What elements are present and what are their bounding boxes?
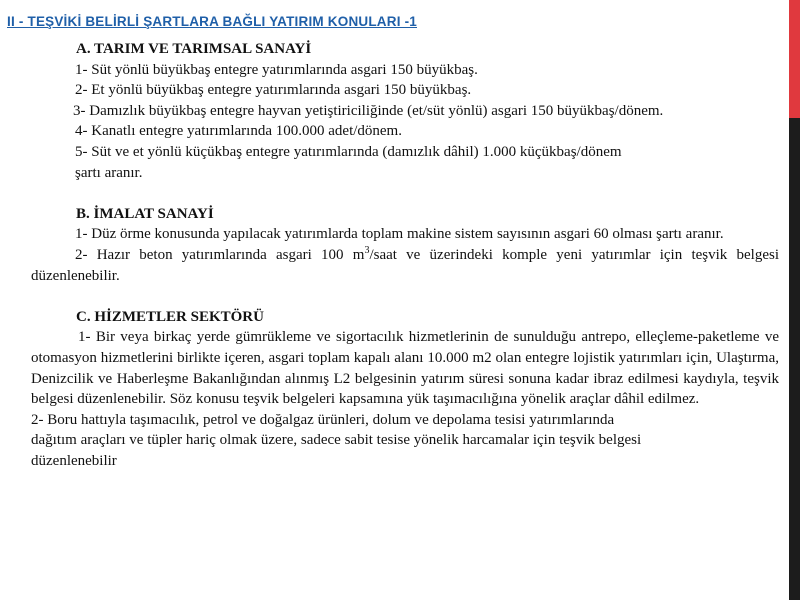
section-a-item-5-line-1: 5- Süt ve et yönlü küçükbaş entegre yatırımlarında (damızlık dâhil) 1.000 küçükbaş/dönem <box>75 143 622 160</box>
section-a-item-4: 4- Kanatlı entegre yatırımlarında 100.000 adet/dönem. <box>75 123 402 140</box>
accent-bar-dark <box>789 118 800 600</box>
section-a-item-1: 1- Süt yönlü büyükbaş entegre yatırımlarında asgari 150 büyükbaş. <box>75 61 478 78</box>
section-b-item-1-wrapper <box>31 224 779 245</box>
spacer <box>31 286 779 307</box>
section-b-item-2-wrapper <box>31 245 779 286</box>
section-c-item-2-line-2: dağıtım araçları ve tüpler hariç olmak üzere, sadece sabit tesise yönelik harcamalar için teşvik belgesi <box>31 432 642 449</box>
section-b-item-2-text: 2- Hazır beton yatırımlarında asgari 100 m <box>75 246 365 263</box>
slide-content <box>31 39 779 471</box>
section-b-item-2-text-end: /saat ve üzerindeki komple yeni yatırımlar için teşvik belgesi düzenlenebilir. <box>31 246 779 284</box>
section-c-item-1: 1- Bir veya birkaç yerde gümrükleme ve sigortacılık hizmetlerinin de sunulduğu antrepo, elleçleme-paketleme ve otomasyon hizmetlerini birlikte içeren, asgari toplam kapalı alanı 10.000 m2 olan entegre lojistik yatırımları için, Ulaştırma, Denizcilik ve Haberleşme Bakanlığından alınmış L2 belgesinin yatırım süresi sonuna kadar ibraz edilmesi kaydıyla, teşvik belgesi düzenlenebilir. Söz konusu teşvik belgeleri kapsamına yük taşımacılığına yönelik araçlar dâhil edilmez. <box>31 329 779 408</box>
section-c-item-2-line-1: 2- Boru hattıyla taşımacılık, petrol ve doğalgaz ürünleri, dolum ve depolama tesisi yatırımlarında <box>31 411 615 428</box>
section-a-item-3: 3- Damızlık büyükbaş entegre hayvan yetiştiriciliğinde (et/süt yönlü) asgari 150 büyükbaş/dönem. <box>73 102 664 119</box>
superscript-3: 3 <box>364 244 370 256</box>
section-a-item-3-wrapper <box>31 101 779 122</box>
section-c-item-2-line-3: düzenlenebilir <box>31 452 117 469</box>
accent-bar-red <box>789 0 800 118</box>
section-b-item-1: 1- Düz örme konusunda yapılacak yatırımlarda toplam makine sistem sayısının asgari 60 olması şartı aranır. <box>75 226 724 243</box>
section-a-item-5-line-2: şartı aranır. <box>75 164 143 181</box>
section-c-heading: C. HİZMETLER SEKTÖRÜ <box>76 308 264 325</box>
section-b-heading: B. İMALAT SANAYİ <box>76 205 214 222</box>
section-a-heading: A. TARIM VE TARIMSAL SANAYİ <box>76 41 312 57</box>
section-c-item-1-wrapper <box>31 327 779 409</box>
slide-title: II - TEŞVİKİ BELİRLİ ŞARTLARA BAĞLI YATIRIM KONULARI -1 <box>7 14 418 29</box>
spacer <box>31 183 779 204</box>
section-a-item-2: 2- Et yönlü büyükbaş entegre yatırımlarında asgari 150 büyükbaş. <box>75 82 472 99</box>
